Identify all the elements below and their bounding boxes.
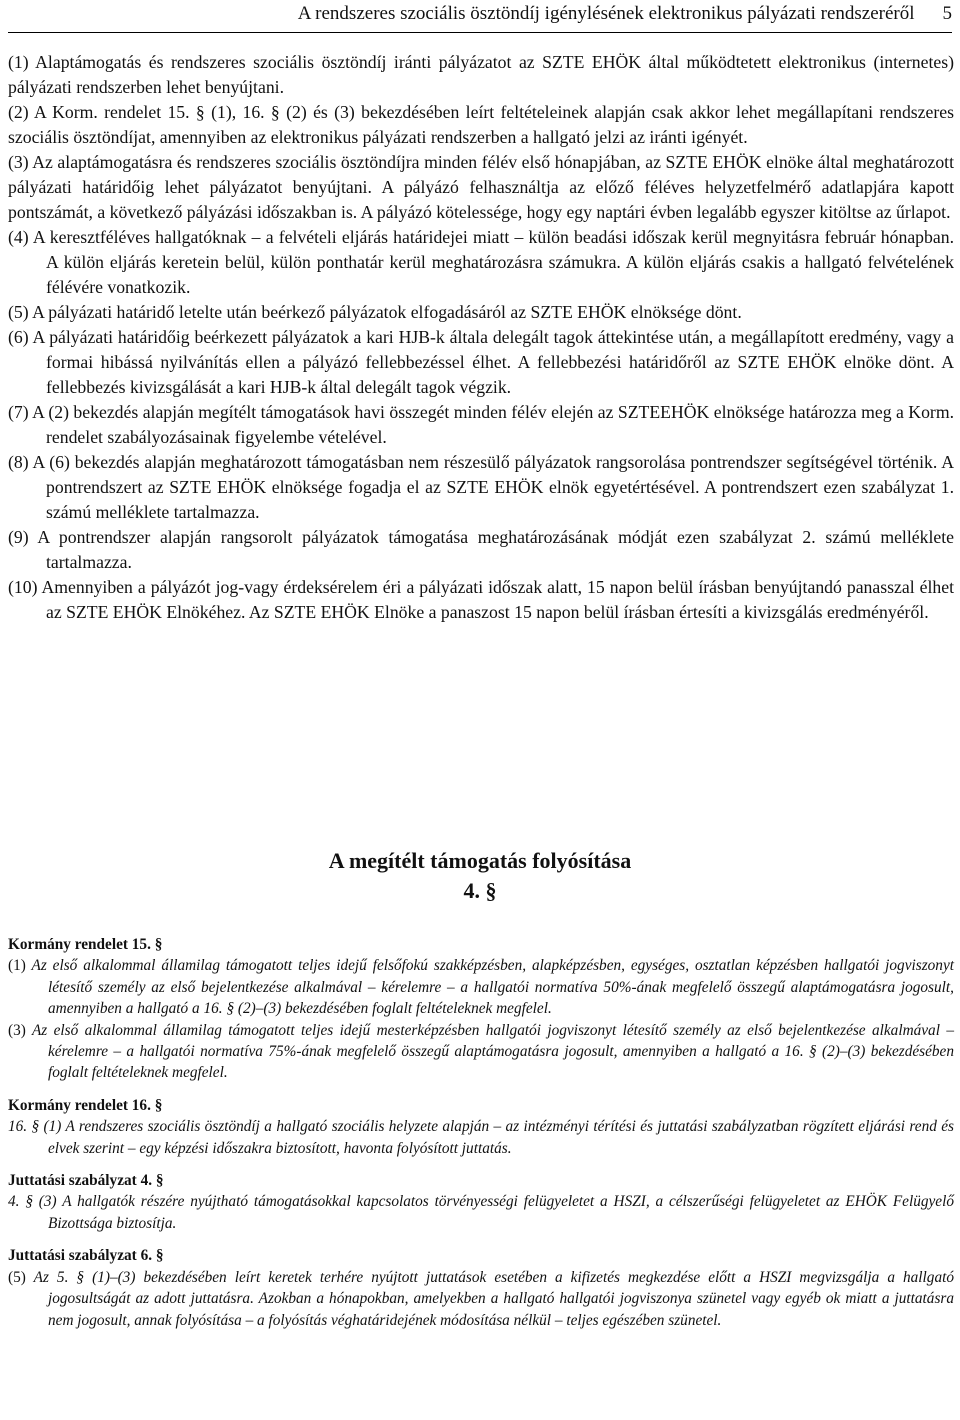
paragraph: (1) Alaptámogatás és rendszeres szociális ösztöndíj iránti pályázatot az SZTE EHÖK által működtetett elektronikus (internetes) pályázati rendszerben lehet benyújtani.	[8, 52, 954, 97]
paragraph: (7) A (2) bekezdés alapján megítélt támogatások havi összegét minden félév elején az SZTEEHÖK elnöksége határozza meg a Korm. rendelet szabályozásainak figyelembe vételével.	[8, 402, 954, 447]
reference-item-text: Az első alkalommal államilag támogatott teljes idejű mesterképzésben hallgatói jogviszonyt létesítő személy az első bejelentkezése alkalmával – kérelemre – a hallgatói normatíva 75%-ának megfelelő összegű alaptámogatásra jogosult, amennyiben a hallgató a 16. § (2)–(3) bekezdésében foglalt feltételeknek megfelel.	[31, 1021, 954, 1082]
body-text	[8, 50, 954, 625]
reference-item-number: 16. § (1)	[8, 1118, 62, 1136]
section-number: 4. §	[463, 878, 497, 903]
reference-item-text: Az első alkalommal államilag támogatott teljes idejű felsőfokú szakképzésben, alapképzésben, egységes, osztatlan képzésben hallgatói jogviszonyt létesítő személy az első bejelentkezése alkalmával – kérelemre – a hallgatói normatíva 50%-ának megfelelő összegű alaptámogatásra jogosult, amennyiben a hallgató a 16. § (2)–(3) bekezdésében foglalt feltételeknek megfelel.	[31, 957, 954, 1018]
section-title: A megítélt támogatás folyósítása	[328, 848, 632, 873]
header-title: A rendszeres szociális ösztöndíj igénylésének elektronikus pályázati rendszeréről	[297, 3, 915, 24]
paragraph: (4) A keresztféléves hallgatóknak – a felvételi eljárás határidejei miatt – külön beadási időszak kerül megnyitásra február hónapban. A külön eljárás keretein belül, külön ponthatár kerül meghatározásra számukra. A külön eljárás csakis a hallgató felvételének félévére vonatkozik.	[8, 227, 954, 297]
reference-heading: Kormány rendelet 16. §	[8, 1096, 163, 1114]
paragraph: (9) A pontrendszer alapján rangsorolt pályázatok támogatása meghatározásának módját ezen szabályzat 2. számú melléklete tartalmazza.	[8, 527, 954, 572]
reference-item-text: A hallgatók részére nyújtható támogatásokkal kapcsolatos törvényességi felügyeletet a HSZI, a célszerűségi felügyeletet az EHÖK Felügyelő Bizottsága biztosítja.	[48, 1193, 954, 1232]
reference-item-number: (5)	[8, 1268, 26, 1286]
paragraph: (5) A pályázati határidő letelte után beérkező pályázatok elfogadásáról az SZTE EHÖK elnöksége dönt.	[8, 302, 742, 322]
reference-heading: Juttatási szabályzat 6. §	[8, 1247, 164, 1265]
reference-item-text: Az 5. § (1)–(3) bekezdésében leírt keretek terhére nyújtott juttatások esetében a kifizetés megkezdése előtt a HSZI megvizsgálja a hallgató jogosultságát az adott juttatásra. Azokban a hónapokban, amelyekben a hallgató hallgatói jogviszonya szünetel vagy egyéb ok miatt a juttatásra nem jogosult, annak folyósítása – a folyósítás véghatáridejének módosítása nélkül – teljes egészében szünetel.	[33, 1268, 954, 1329]
paragraph: (6) A pályázati határidőig beérkezett pályázatok a kari HJB-k általa delegált tagok áttekintése után, a megállapított eredmény, vagy a formai hibássá nyilvánítás ellen a pályázó fellebbezéssel élhet. A fellebbezési határidőről az SZTE EHÖK elnöke dönt. A fellebbezés kivizsgálását a kari HJB-k által delegált tagok végzik.	[8, 327, 954, 397]
reference-item	[8, 1267, 954, 1331]
reference-heading: Juttatási szabályzat 4. §	[8, 1172, 164, 1190]
paragraph: (8) A (6) bekezdés alapján meghatározott támogatásban nem részesülő pályázatok rangsorolása pontrendszer segítségével történik. A pontrendszert az SZTE EHÖK elnöksége fogadja el az SZTE EHÖK elnök egyetértésével. A pontrendszert ezen szabályzat 1. számú melléklete tartalmazza.	[8, 452, 954, 522]
section-heading	[0, 846, 960, 906]
reference-heading: Kormány rendelet 15. §	[8, 936, 163, 953]
page-number: 5	[942, 3, 952, 24]
reference-item-number: (1)	[8, 957, 26, 975]
reference-item-text: A rendszeres szociális ösztöndíj a hallgató szociális helyzete alapján – az intézményi térítési és juttatási szabályzatban rögzített eljárási rend és elvek szerint – egy képzési időszakra biztosított, havonta folyósított juttatás.	[48, 1118, 954, 1157]
paragraph: (3) Az alaptámogatásra és rendszeres szociális ösztöndíjra minden félév első hónapjában, az SZTE EHÖK elnöke által meghatározott pályázati határidőig lehet pályázatot benyújtani. A pályázó felhasználtja az előző féléves helyzetfelmérő adatlapjára kapott pontszámát, a következő pályázási időszakban is. A pályázó kötelessége, hogy egy naptári évben legalább egyszer kitöltse az űrlapot.	[8, 152, 954, 222]
reference-item	[8, 1191, 954, 1234]
running-header	[8, 2, 952, 33]
reference-item	[8, 955, 954, 1019]
reference-item	[8, 1020, 954, 1084]
reference-item-number: 4. § (3)	[8, 1193, 57, 1211]
paragraph: (10) Amennyiben a pályázót jog-vagy érdeksérelem éri a pályázati időszak alatt, 15 napon belül írásban benyújtandó panasszal élhet az SZTE EHÖK Elnökéhez. Az SZTE EHÖK Elnöke a panaszost 15 napon belül írásban értesíti a kivizsgálás eredményéről.	[8, 577, 954, 622]
reference-item-number: (3)	[8, 1021, 26, 1039]
references-block	[8, 934, 954, 1331]
reference-item	[8, 1116, 954, 1159]
paragraph: (2) A Korm. rendelet 15. § (1), 16. § (2) és (3) bekezdésében leírt feltételeinek alapján csak akkor lehet megállapítani rendszeres szociális ösztöndíjat, amennyiben az elektronikus pályázati rendszerben a hallgató jelzi az iránti igényét.	[8, 102, 954, 147]
